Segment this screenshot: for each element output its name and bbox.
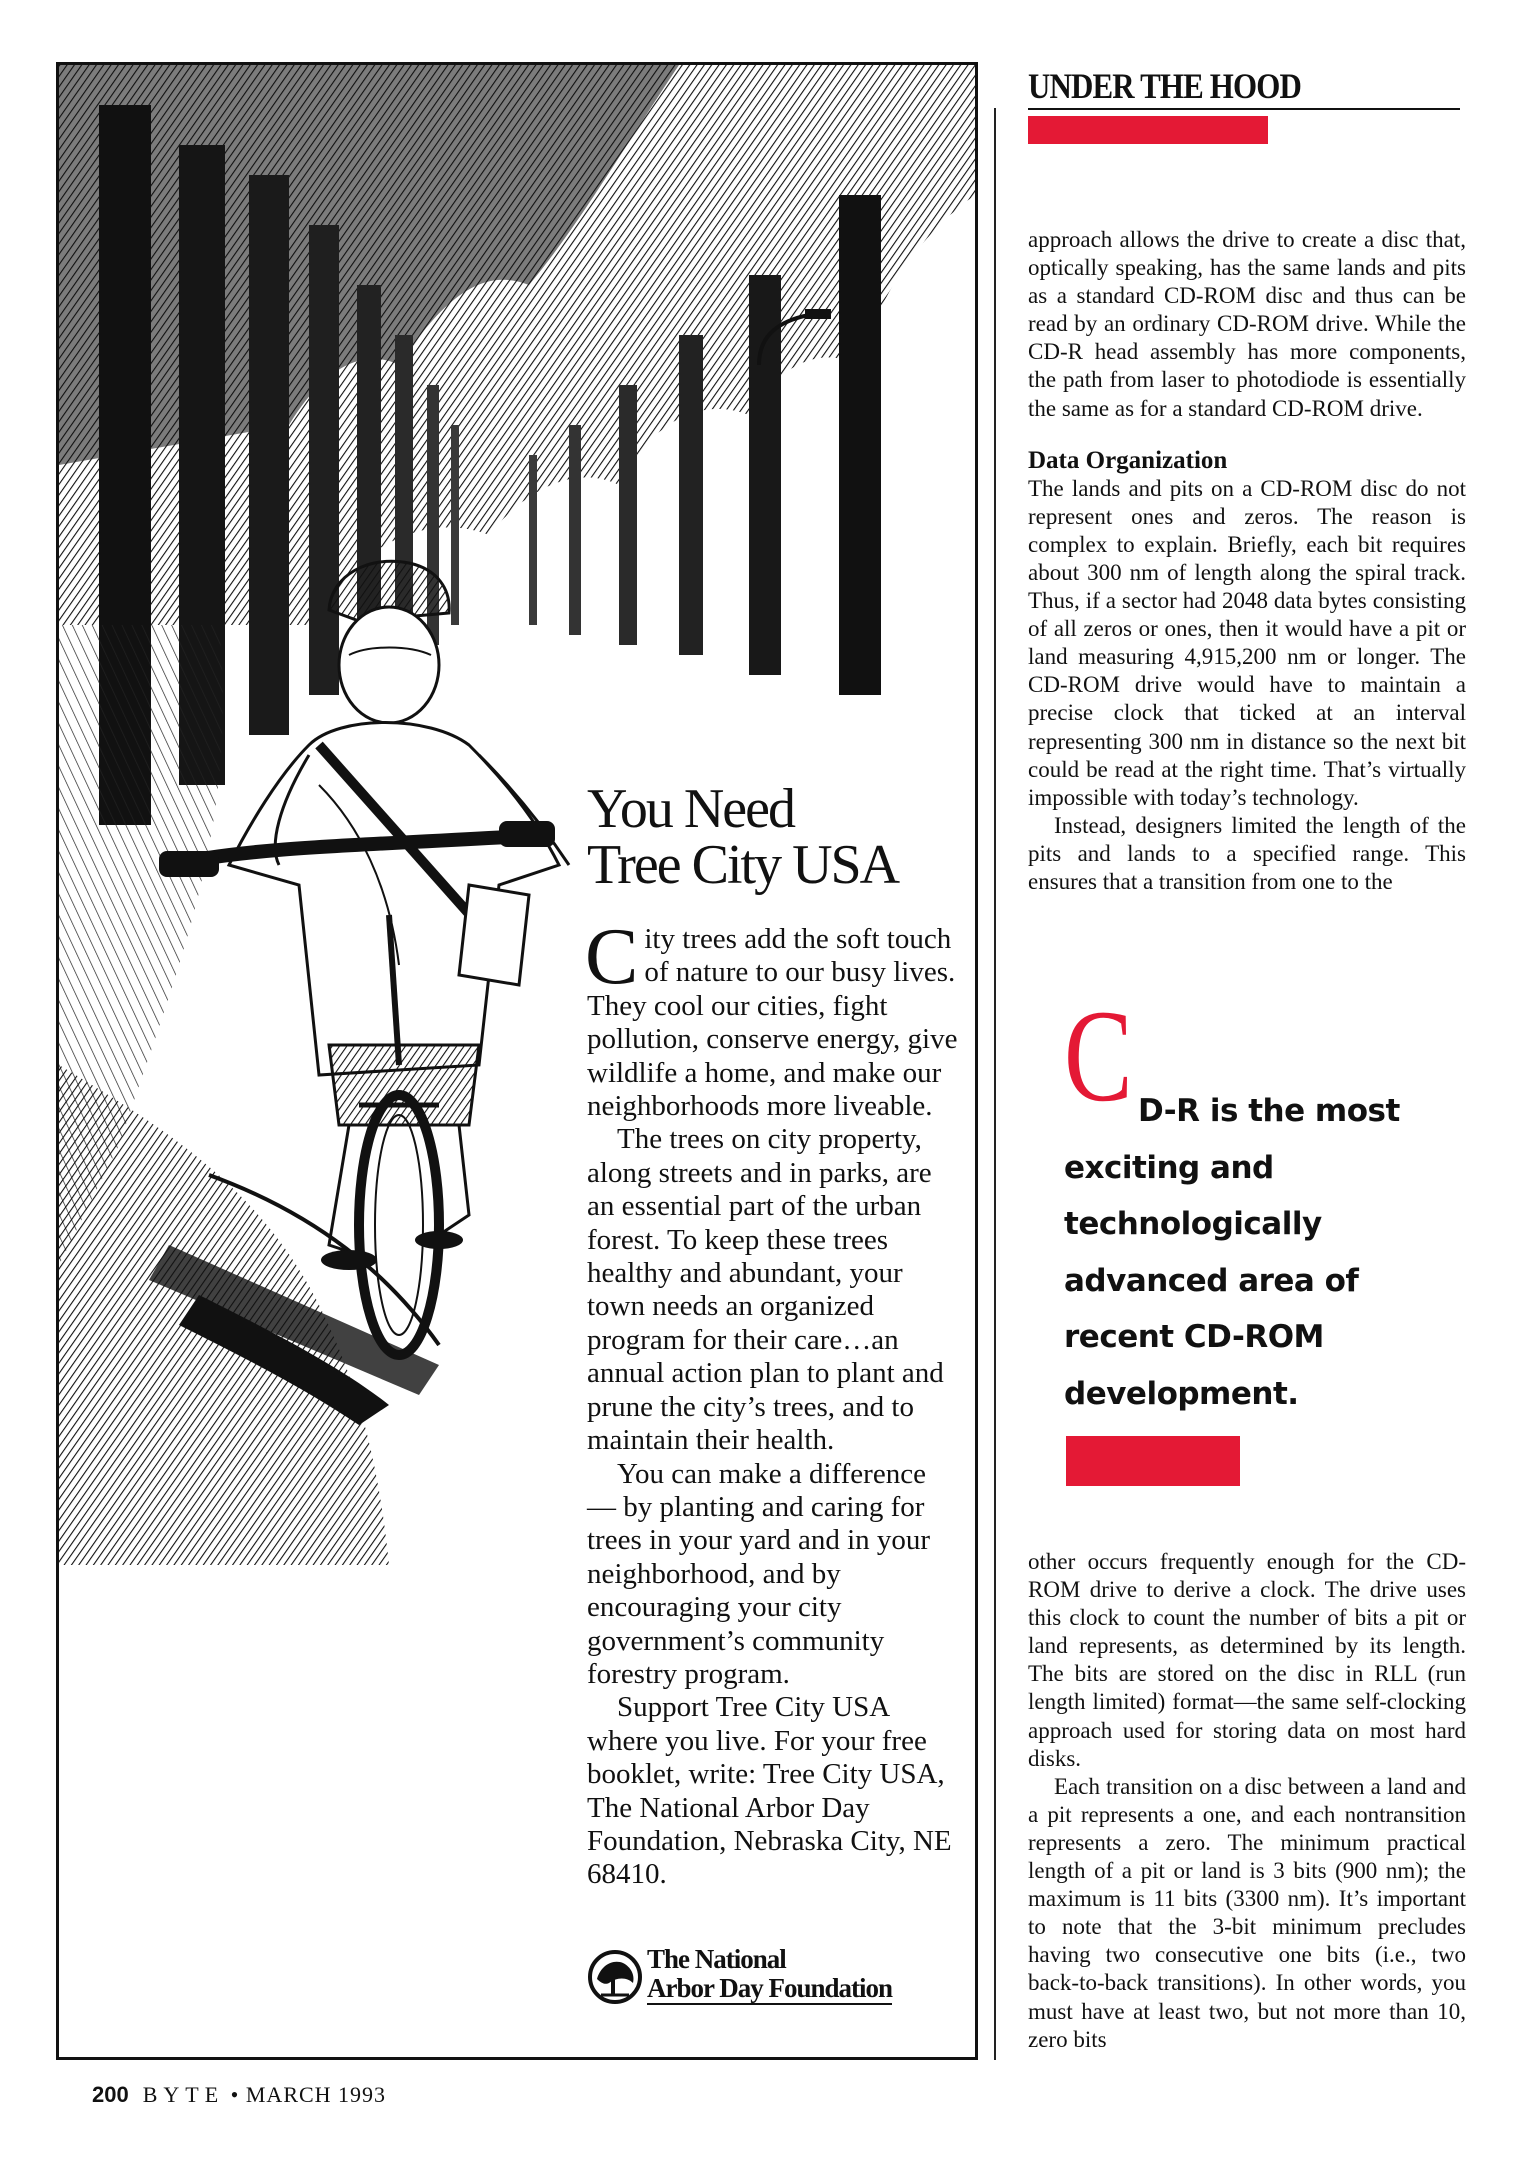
logo-line-1: The National (647, 1944, 786, 1974)
article-paragraph-3: Instead, designers limited the length of the pits and lands to a specified range. This ensures that a transition from one to the (1028, 812, 1466, 894)
section-red-bar (1028, 116, 1268, 144)
article-lower (1028, 1548, 1466, 2054)
pull-quote-red-bar (1066, 1436, 1240, 1486)
magazine-name: BYTE (142, 2082, 225, 2107)
page-number: 200 (92, 2082, 129, 2107)
ad-headline-line1: You Need (587, 778, 794, 840)
footer-separator: • (230, 2082, 240, 2107)
ad-headline-line2: Tree City USA (587, 834, 899, 896)
ad-paragraph-1-text: ity trees add the soft touch of nature to our busy lives. They cool our cities, fight pollution, conserve energy, give wildlife a home, and make our neighborhoods more liveable. (587, 923, 958, 1123)
section-red-bar-fill (1028, 116, 1268, 144)
ad-paragraph-2: The trees on city property, along streets and in parks, are an essential part of the urban forest. To keep these trees healthy and abundant, your town needs an organized program for their care…an annual action plan to plant and prune the city’s trees, and to maintain their health. (587, 1123, 944, 1457)
article-paragraph-4: other occurs frequently enough for the CD-ROM drive to derive a clock. The drive uses this clock to count the number of bits a pit or land represents, as determined by its length. The bits are stored on the disc in RLL (run length limited) format—the same self-clocking approach used for storing data on most hard disks. (1028, 1549, 1466, 1771)
logo-line-2: Arbor Day Foundation (647, 1973, 893, 2003)
page-footer (92, 2082, 386, 2108)
ad-paragraph-4: Support Tree City USA where you live. For your free booklet, write: Tree City USA, The National Arbor Day Foundation, Nebraska City, NE 68410. (587, 1691, 952, 1891)
ad-copy (585, 778, 959, 1892)
ad-drop-cap: C (585, 913, 639, 1001)
pull-quote-red-bar-fill (1066, 1436, 1240, 1486)
article-heading: Data Organization (1028, 446, 1228, 474)
ad-body (585, 913, 959, 1892)
article-paragraph-2: The lands and pits on a CD-ROM disc do not represent ones and zeros. The reason is complex to explain. Briefly, each bit requires about 300 nm of length along the spiral track. Thus, if a sector had 2048 data bytes consisting of all zeros or ones, then it would have a pit or land measuring 4,915,200 nm or longer. The CD-ROM drive would have to maintain a precise clock that ticked at an interval representing 300 nm in distance so the next bit could be read at the right time. That’s virtually impossible with today’s technology. (1028, 475, 1466, 810)
issue-date: MARCH 1993 (245, 2082, 387, 2107)
ad-paragraph-1 (585, 913, 959, 1123)
article-paragraph-5: Each transition on a disc between a land and a pit represents a one, and each nontransition represents a zero. The minimum practical length of a pit or land is 3 bits (900 nm); the maximum is 11 bits (3300 nm). It’s important to note that the 3-bit minimum precludes having two consecutive one bits (i.e., two back-to-back transitions). In other words, you must have at least two, but not more than 10, zero bits (1028, 1773, 1466, 2052)
tree-city-advertisement (56, 62, 978, 2060)
ad-paragraph-3: You can make a difference — by planting and caring for trees in your yard and in your neighborhood, and by encouraging your city government’s community forestry program. (587, 1457, 931, 1690)
pull-quote-cap: C (1064, 982, 1133, 1129)
article-paragraph-1: approach allows the drive to create a disc that, optically speaking, has the same lands and pits as a standard CD-ROM disc and thus can be read by an ordinary CD-ROM drive. While the CD-R head assembly has more components, the path from laser to photodiode is essentially the same as for a standard CD-ROM drive. (1028, 227, 1466, 421)
article-upper (1028, 226, 1466, 896)
pull-quote (1064, 982, 1464, 1422)
column-divider (994, 108, 996, 2060)
pull-quote-text: D-R is the most exciting and technologically advanced area of recent CD-ROM development. (1064, 1093, 1400, 1412)
arbor-day-foundation-name (647, 1945, 892, 2005)
ad-headline (587, 778, 959, 896)
tree-seal-icon (587, 1949, 643, 2005)
arbor-day-foundation-logo (587, 1943, 927, 2013)
section-underline (1028, 108, 1460, 110)
section-label: UNDER THE HOOD (1028, 66, 1301, 106)
